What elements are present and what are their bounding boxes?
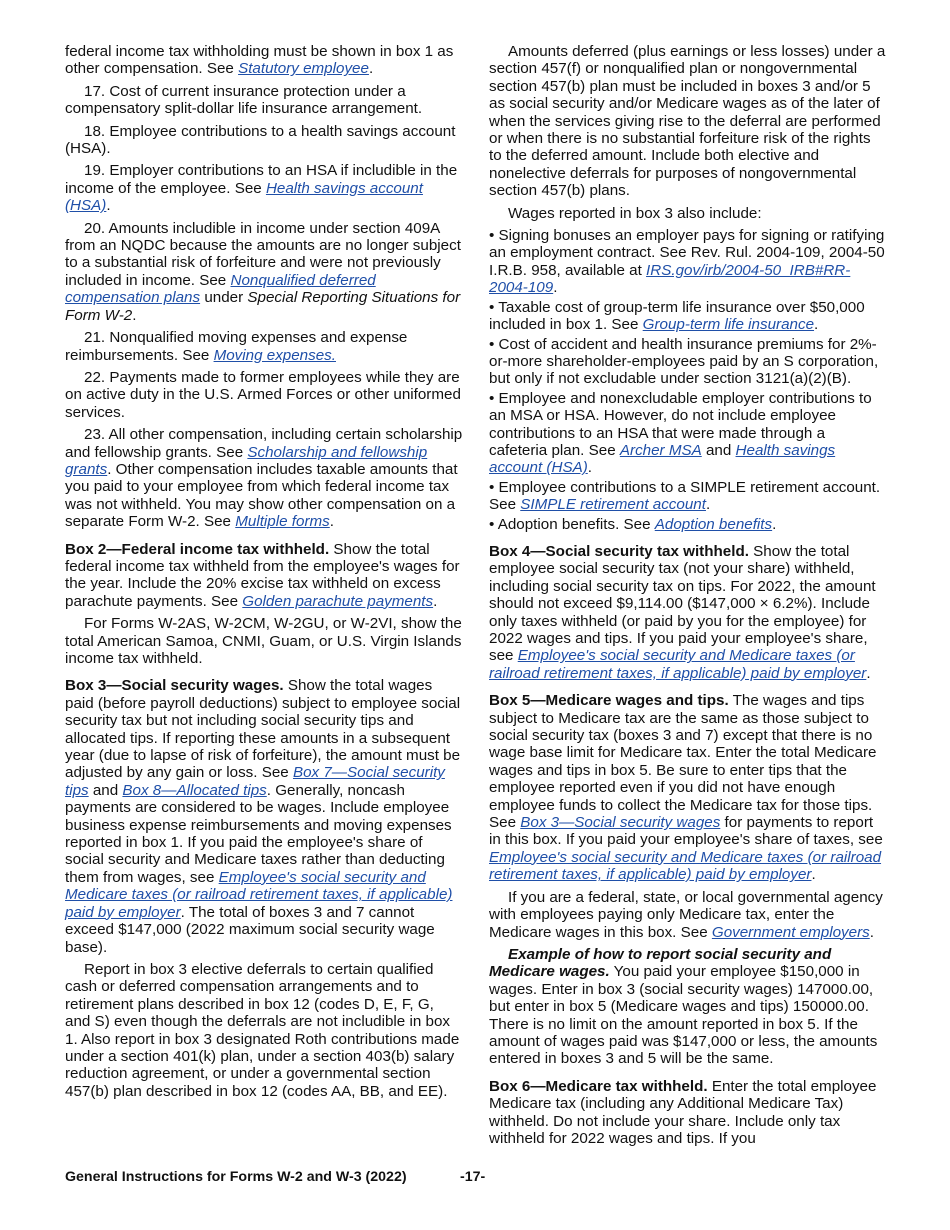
paragraph: federal income tax withholding must be shown in box 1 as other compensation. See Statutory employee. (65, 43, 454, 78)
bullet-item: • Cost of accident and health insurance premiums for 2%-or-more shareholder-employees paid by an S corporation, but only if not excludable under section 3121(a)(2)(B). (489, 335, 879, 388)
link-government-employers[interactable]: Government employers (711, 923, 870, 941)
item-18: 18. Employee contributions to a health savings account (HSA). (65, 122, 456, 158)
example-heading: Example of how to report social security and Medicare wages. (489, 945, 832, 981)
left-column (65, 43, 463, 1105)
page-footer (65, 1169, 885, 1186)
bullet-item: • Adoption benefits. See Adoption benefits. (489, 515, 777, 533)
link-multiple-forms[interactable]: Multiple forms (235, 513, 330, 531)
link-archer-msa[interactable]: Archer MSA (619, 441, 702, 459)
item-21: 21. Nonqualified moving expenses and expense reimbursements. See Moving expenses. (65, 329, 408, 364)
item-17: 17. Cost of current insurance protection under a compensatory split-dollar life insurance arrangement. (65, 82, 423, 118)
paragraph: For Forms W-2AS, W-2CM, W-2GU, or W-2VI, show the total American Samoa, CNMI, Guam, or U.S. Virgin Islands income tax withheld. (65, 615, 462, 667)
link-box-8[interactable]: Box 8—Allocated tips (122, 781, 267, 799)
paragraph: Report in box 3 elective deferrals to certain qualified cash or deferred compensation arrangements and to retirement plans described in box 12 (codes D, E, F, G, and S) even though the deferrals are not includible in box 1. Also report in box 3 designated Roth contributions made under a section 401(k) plan, under a section 403(b) salary reduction agreement, or under a governmental section 457(b) plan described in box 12 (codes AA, BB, and EE). (65, 960, 460, 1100)
link-statutory-employee[interactable]: Statutory employee (238, 60, 369, 78)
box-3-section: Box 3—Social security wages. Show the total wages paid (before payroll deductions) subject to employee social security tax but not including social security tips and allocated tips. If reporting these amounts in a subsequent year (due to lapse of risk of forfeiture), the amount must be adjusted by any gain or loss. See Box 7—Social security tips and Box 8—Allocated tips. Generally, noncash payments are considered to be wages. Include employee business expense reimbursements and moving expenses reported in box 1. If you paid the employee's share of social security and Medicare taxes rather than deducting them from wages, see Employee's social security and Medicare taxes (or railroad retirement taxes, if applicable) paid by employer. The total of boxes 3 and 7 cannot exceed $147,000 (2022 maximum social security wage base). (65, 677, 461, 956)
box-4-heading: Box 4—Social security tax withheld. (489, 542, 749, 560)
link-box-7[interactable]: Box 7—Social security tips (65, 764, 445, 799)
page-number: -17- (460, 1169, 486, 1185)
link-hsa[interactable]: Health savings account (HSA) (65, 179, 423, 215)
box-5-section: Box 5—Medicare wages and tips. The wages and tips subject to Medicare tax are the same as those subject to social security tax (boxes 3 and 7) except that there is no wage base limit for Medicare tax. Enter the total Medicare wages and tips in box 5. Be sure to enter tips that the employee reported even if you did not have enough employee funds to collect the Medicare tax for those tips. See Box 3—Social security wages for payments to report in this box. If you paid your employee's share of taxes, see Employee's social security and Medicare taxes (or railroad retirement taxes, if applicable) paid by employer. (489, 692, 883, 884)
link-group-term-life[interactable]: Group-term life insurance (642, 316, 815, 334)
paragraph: Wages reported in box 3 also include: (508, 204, 762, 222)
bullet-item: • Employee contributions to a SIMPLE retirement account. See SIMPLE retirement account. (489, 478, 881, 514)
box-2-section: Box 2—Federal income tax withheld. Show the total federal income tax withheld from the employee's wages for the year. Include the 20% excise tax withheld on excess parachute payments. See Golden parachute payments. (65, 540, 460, 610)
footer-title: General Instructions for Forms W-2 and W-3 (2022) (65, 1169, 407, 1185)
bullet-item: • Signing bonuses an employer pays for signing or ratifying an employment contract. See Rev. Rul. 2004-109, 2004-50 I.R.B. 958, available at IRS.gov/irb/2004-50_IRB#RR-2004-109. (489, 227, 885, 297)
box-5-heading: Box 5—Medicare wages and tips. (489, 692, 729, 710)
link-box-3[interactable]: Box 3—Social security wages (520, 814, 721, 832)
item-20: 20. Amounts includible in income under section 409A from an NQDC because the amounts are no longer subject to a substantial risk of forfeiture and were not previously included in income. See Nonqualified deferred compensation plans under Special Reporting Situations for Form W-2. (65, 219, 461, 324)
link-nqdc-plans[interactable]: Nonqualified deferred compensation plans (65, 271, 376, 307)
link-scholarship-grants[interactable]: Scholarship and fellowship grants (65, 443, 428, 478)
link-employee-taxes-paid-by-employer[interactable]: Employee's social security and Medicare taxes (or railroad retirement taxes, if applicable) paid by employer (489, 647, 867, 682)
bullet-item: • Employee and nonexcludable employer contributions to an MSA or HSA. However, do not include employee contributions to an HSA that were made through a cafeteria plan. See Archer MSA and Health savings account (HSA). (489, 389, 872, 477)
box-4-section: Box 4—Social security tax withheld. Show the total employee social security tax (not your share) withheld, including social security tax on tips. For 2022, the amount should not exceed $9,114.00 ($147,000 × 6.2%). Include only taxes withheld (or paid by you for the employee) for 2022 wages and tips. If you paid your employee's share, see Employee's social security and Medicare taxes (or railroad retirement taxes, if applicable) paid by employer. (489, 542, 876, 682)
link-employee-taxes-paid-by-employer[interactable]: Employee's social security and Medicare taxes (or railroad retirement taxes, if applicable) paid by employer (65, 868, 453, 921)
link-golden-parachute[interactable]: Golden parachute payments (242, 592, 434, 610)
bullet-item: • Taxable cost of group-term life insurance over $50,000 included in box 1. See Group-term life insurance. (489, 298, 865, 334)
example-paragraph: Example of how to report social security and Medicare wages. You paid your employee $150,000 in wages. Enter in box 3 (social security wages) 147000.00, but enter in box 5 (Medicare wages and tips) 150000.00. There is no limit on the amount reported in box 5. If the amount of wages paid was $147,000 or less, the amounts entered in boxes 3 and 5 will be the same. (489, 945, 878, 1068)
link-simple-account[interactable]: SIMPLE retirement account (520, 496, 706, 514)
paragraph: Amounts deferred (plus earnings or less losses) under a section 457(f) or nonqualified plan or nongovernmental section 457(b) plan must be included in boxes 3 and/or 5 as social security and/or Medicare wages as of the later of when the services giving rise to the deferral are performed or when there is no substantial forfeiture risk of the rights to the deferred amount. Include both elective and nonelective deferrals for purposes of nongovernmental section 457(b) plans. (489, 43, 886, 200)
box-6-heading: Box 6—Medicare tax withheld. (489, 1077, 708, 1095)
box-6-section: Box 6—Medicare tax withheld. Enter the total employee Medicare tax (including any Additional Medicare Tax) withheld. Do not include your share. Include only tax withheld for 2022 wages and tips. If you (489, 1077, 877, 1147)
link-employee-taxes-paid-by-employer[interactable]: Employee's social security and Medicare taxes (or railroad retirement taxes, if applicable) paid by employer (489, 848, 882, 884)
right-column (489, 43, 887, 1152)
box-2-heading: Box 2—Federal income tax withheld. (65, 540, 330, 558)
link-moving-expenses[interactable]: Moving expenses. (213, 346, 336, 364)
box-3-heading: Box 3—Social security wages. (65, 677, 284, 695)
paragraph: If you are a federal, state, or local governmental agency with employees paying only Medicare tax, enter the Medicare wages in this box. See Government employers. (489, 888, 883, 941)
item-22: 22. Payments made to former employees while they are on active duty in the U.S. Armed Forces or other uniformed services. (65, 368, 461, 421)
link-adoption-benefits[interactable]: Adoption benefits (654, 515, 773, 533)
item-23: 23. All other compensation, including certain scholarship and fellowship grants. See Scholarship and fellowship grants. Other compensation includes taxable amounts that you paid to your employee from which federal income tax was not withheld. You may show other compensation on a separate Form W-2. See Multiple forms. (65, 426, 463, 531)
item-19: 19. Employer contributions to an HSA if includible in the income of the employee. See Health savings account (HSA). (65, 162, 458, 215)
link-hsa[interactable]: Health savings account (HSA) (489, 441, 836, 477)
link-irs-gov-irb[interactable]: IRS.gov/irb/2004-50_IRB#RR-2004-109 (489, 261, 851, 297)
